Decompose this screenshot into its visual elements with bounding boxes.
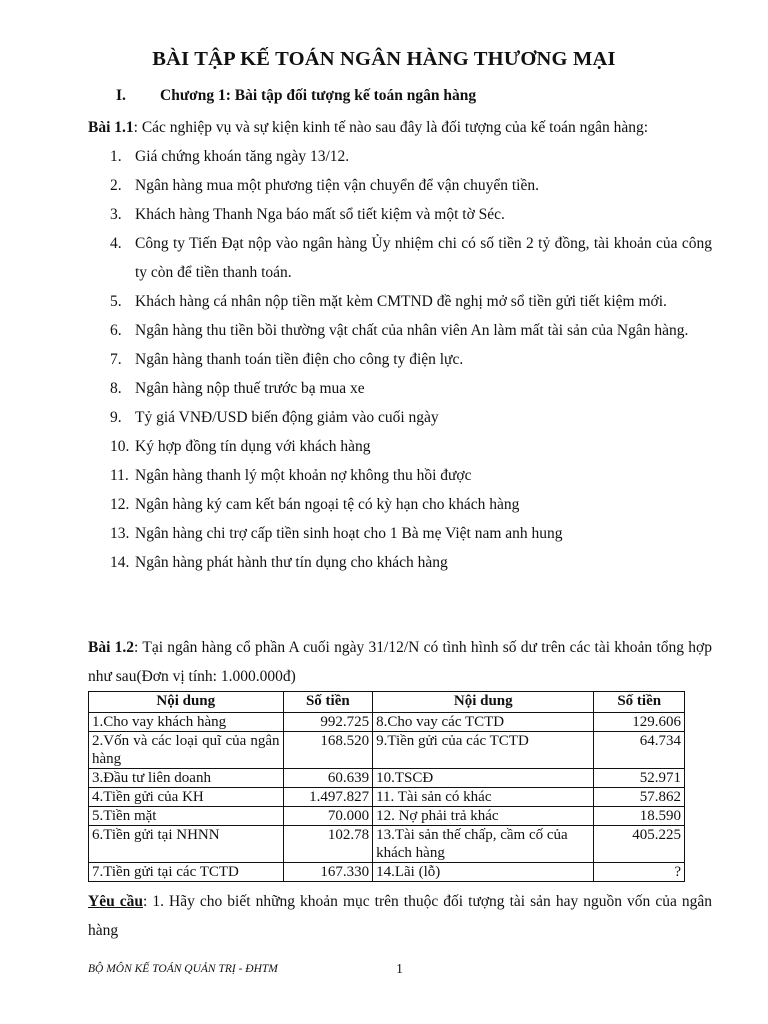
list-item <box>88 316 712 345</box>
list-item-number: 4. <box>110 235 122 252</box>
item-cell: 11. Tài sản có khác <box>373 788 594 807</box>
list-item-text: Ngân hàng ký cam kết bán ngoại tệ có kỳ hạn cho khách hàng <box>135 496 520 513</box>
footer-department: BỘ MÔN KẾ TOÁN QUẢN TRỊ - ĐHTM <box>88 963 278 975</box>
item-cell: 5.Tiền mặt <box>89 807 284 826</box>
list-item-text: Ngân hàng phát hành thư tín dụng cho khách hàng <box>135 554 448 571</box>
table-header-cell: Nội dung <box>373 692 594 713</box>
item-cell: 4.Tiền gửi của KH <box>89 788 284 807</box>
balance-table <box>88 691 685 882</box>
table-row <box>89 788 685 807</box>
list-item <box>88 142 712 171</box>
chapter-number: I. <box>116 87 126 104</box>
list-item-text: Khách hàng cá nhân nộp tiền mặt kèm CMTND đề nghị mở sổ tiền gửi tiết kiệm mới. <box>135 293 667 310</box>
amount-cell: 167.330 <box>283 863 373 882</box>
list-item-number: 6. <box>110 322 122 339</box>
list-item-text: Ngân hàng thu tiền bồi thường vật chất của nhân viên An làm mất tài sản của Ngân hàng. <box>135 322 689 339</box>
amount-cell: ? <box>594 863 685 882</box>
amount-cell: 60.639 <box>283 769 373 788</box>
list-item <box>88 403 712 432</box>
list-item-text: Ngân hàng chi trợ cấp tiền sinh hoạt cho 1 Bà mẹ Việt nam anh hung <box>135 525 563 542</box>
exercise-1-list <box>88 142 712 577</box>
requirement-label: Yêu cầu <box>88 893 143 910</box>
list-item-number: 3. <box>110 206 122 223</box>
document-title: BÀI TẬP KẾ TOÁN NGÂN HÀNG THƯƠNG MẠI <box>152 48 616 70</box>
table-row <box>89 713 685 732</box>
list-item-text: Ký hợp đồng tín dụng với khách hàng <box>135 438 371 455</box>
exercise-1-label: Bài 1.1 <box>88 119 134 136</box>
list-item <box>88 374 712 403</box>
list-item-number: 9. <box>110 409 122 426</box>
list-item <box>88 432 712 461</box>
item-cell: 7.Tiền gửi tại các TCTD <box>89 863 284 882</box>
list-item-number: 7. <box>110 351 122 368</box>
exercise-2-label: Bài 1.2 <box>88 639 135 656</box>
amount-cell: 129.606 <box>594 713 685 732</box>
table-row <box>89 863 685 882</box>
list-item-number: 14. <box>110 554 130 571</box>
table-row <box>89 826 685 863</box>
amount-cell: 70.000 <box>283 807 373 826</box>
list-item-text: Ngân hàng thanh toán tiền điện cho công ty điện lực. <box>135 351 464 368</box>
list-item-number: 1. <box>110 148 122 165</box>
table-header-cell: Số tiền <box>283 692 373 713</box>
list-item-number: 11. <box>110 467 129 484</box>
list-item-number: 5. <box>110 293 122 310</box>
list-item <box>88 200 712 229</box>
amount-cell: 1.497.827 <box>283 788 373 807</box>
list-item <box>88 345 712 374</box>
chapter-heading <box>116 87 476 105</box>
table-row <box>89 732 685 769</box>
amount-cell: 405.225 <box>594 826 685 863</box>
amount-cell: 102.78 <box>283 826 373 863</box>
exercise-1-intro <box>88 113 712 142</box>
list-item-number: 2. <box>110 177 122 194</box>
item-cell: 10.TSCĐ <box>373 769 594 788</box>
page-number: 1 <box>396 962 403 977</box>
list-item <box>88 548 712 577</box>
list-item-number: 8. <box>110 380 122 397</box>
amount-cell: 168.520 <box>283 732 373 769</box>
item-cell: 13.Tài sản thế chấp, cầm cố của khách hàng <box>373 826 594 863</box>
list-item <box>88 490 712 519</box>
list-item <box>88 171 712 200</box>
list-item-text: Khách hàng Thanh Nga báo mất sổ tiết kiệm và một tờ Séc. <box>135 206 505 223</box>
list-item <box>88 287 712 316</box>
item-cell: 12. Nợ phải trả khác <box>373 807 594 826</box>
amount-cell: 64.734 <box>594 732 685 769</box>
list-item-text: Tỷ giá VNĐ/USD biến động giảm vào cuối ngày <box>135 409 439 426</box>
list-item-text: Giá chứng khoán tăng ngày 13/12. <box>135 148 350 165</box>
list-item-number: 12. <box>110 496 130 513</box>
table-row <box>89 807 685 826</box>
item-cell: 8.Cho vay các TCTD <box>373 713 594 732</box>
amount-cell: 18.590 <box>594 807 685 826</box>
table-row <box>89 769 685 788</box>
exercise-2-text: : Tại ngân hàng cổ phần A cuối ngày 31/12/N có tình hình số dư trên các tài khoản tổng hợp như sau(Đơn vị tính: 1.000.000đ) <box>88 639 712 685</box>
list-item-text: Ngân hàng nộp thuế trước bạ mua xe <box>135 380 365 397</box>
amount-cell: 57.862 <box>594 788 685 807</box>
list-item-number: 13. <box>110 525 130 542</box>
requirement <box>88 887 712 945</box>
item-cell: 6.Tiền gửi tại NHNN <box>89 826 284 863</box>
chapter-title: Chương 1: Bài tập đối tượng kế toán ngân hàng <box>160 87 477 104</box>
item-cell: 3.Đầu tư liên doanh <box>89 769 284 788</box>
amount-cell: 992.725 <box>283 713 373 732</box>
requirement-text: : 1. Hãy cho biết những khoản mục trên thuộc đối tượng tài sản hay nguồn vốn của ngân hàng <box>88 893 712 939</box>
list-item-text: Ngân hàng mua một phương tiện vận chuyển để vận chuyển tiền. <box>135 177 539 194</box>
list-item-text: Ngân hàng thanh lý một khoản nợ không thu hồi được <box>135 467 472 484</box>
list-item <box>88 229 712 287</box>
list-item-text: Công ty Tiến Đạt nộp vào ngân hàng Ủy nhiệm chi có số tiền 2 tỷ đồng, tài khoản của công ty còn để tiền thanh toán. <box>135 235 712 281</box>
item-cell: 2.Vốn và các loại quĩ của ngân hàng <box>89 732 284 769</box>
list-item <box>88 461 712 490</box>
list-item-number: 10. <box>110 438 130 455</box>
table-header-cell: Số tiền <box>594 692 685 713</box>
amount-cell: 52.971 <box>594 769 685 788</box>
item-cell: 9.Tiền gửi của các TCTD <box>373 732 594 769</box>
table-header-cell: Nội dung <box>89 692 284 713</box>
item-cell: 1.Cho vay khách hàng <box>89 713 284 732</box>
exercise-1-text: : Các nghiệp vụ và sự kiện kinh tế nào sau đây là đối tượng của kế toán ngân hàng: <box>133 119 649 136</box>
list-item <box>88 519 712 548</box>
table-header-row <box>89 692 685 713</box>
exercise-2-intro <box>88 633 712 691</box>
item-cell: 14.Lãi (lỗ) <box>373 863 594 882</box>
